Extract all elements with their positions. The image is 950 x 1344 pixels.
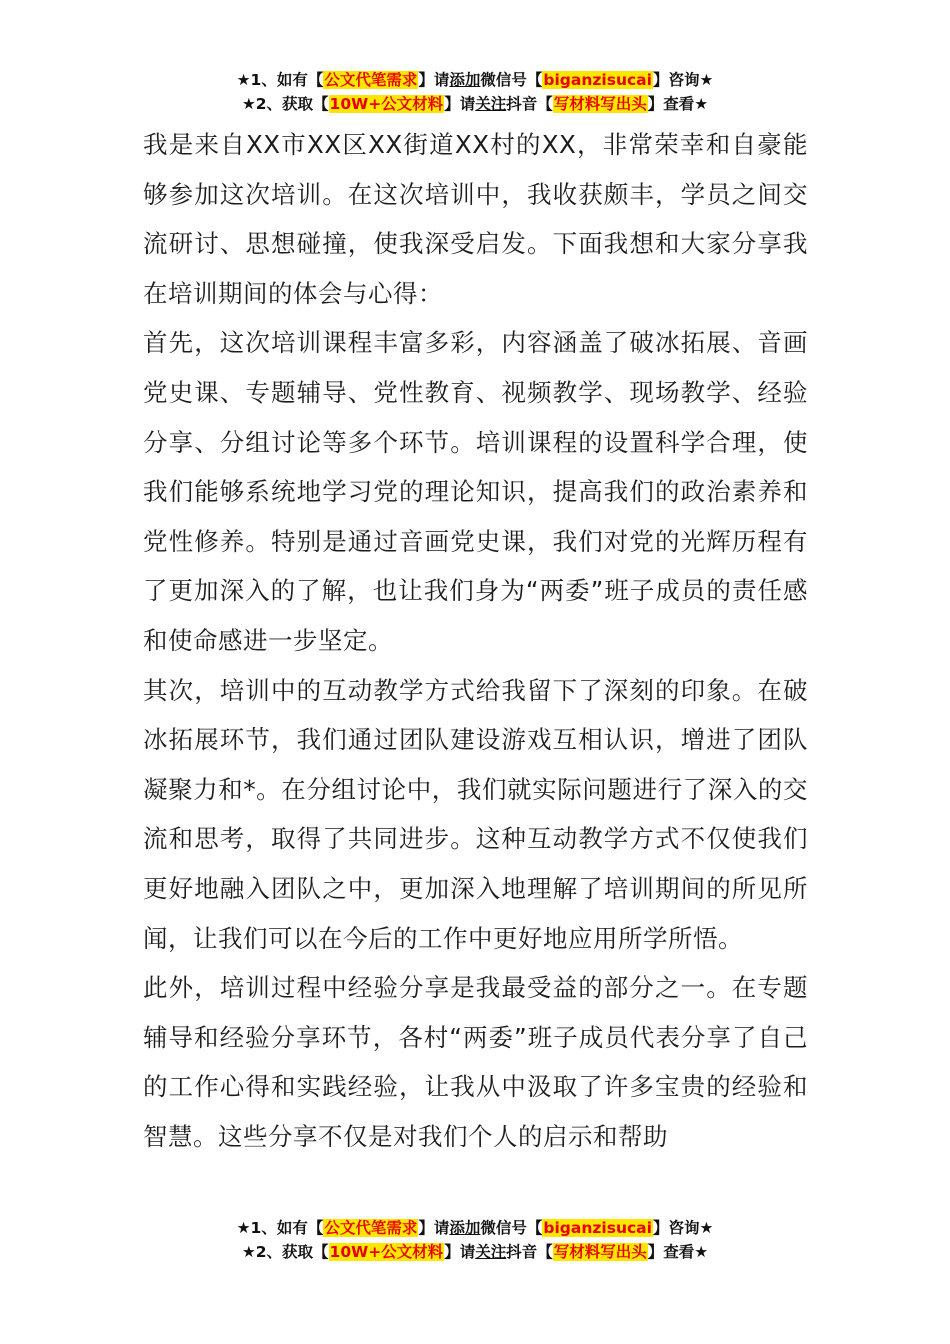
banner-text: 】查看★: [647, 1243, 709, 1261]
document-body: [143, 120, 808, 1161]
paragraph: 首先，这次培训课程丰富多彩，内容涵盖了破冰拓展、音画党史课、专题辅导、党性教育、视频教学、现场教学、经验分享、分组讨论等多个环节。培训课程的设置科学合理，使我们能够系统地学习党的理论知识，提高我们的政治素养和党性修养。特别是通过音画党史课，我们对党的光辉历程有了更加深入的了解，也让我们身为“两委”班子成员的责任感和使命感进一步坚定。: [143, 328, 808, 655]
banner-text: ★2、获取【: [241, 1243, 329, 1261]
banner-line-2: [0, 1240, 950, 1264]
footer-banner: [0, 1216, 950, 1264]
highlight-materials: 10W+公文材料: [329, 1243, 444, 1261]
banner-text: 】请: [418, 1219, 450, 1237]
highlight-douyin-id: 写材料写出头: [553, 95, 647, 113]
highlight-service: 公文代笔需求: [324, 71, 418, 89]
banner-text: 】请: [444, 95, 476, 113]
underlined-text: 添加: [449, 71, 481, 89]
banner-text: 】咨询★: [652, 71, 714, 89]
highlight-service: 公文代笔需求: [324, 1219, 418, 1237]
paragraph: 我是来自XX市XX区XX街道XX村的XX，非常荣幸和自豪能够参加这次培训。在这次培训中，我收获颇丰，学员之间交流研讨、思想碰撞，使我深受启发。下面我想和大家分享我在培训期间的体会与心得：: [143, 130, 808, 308]
banner-text: ★1、如有【: [236, 1219, 324, 1237]
header-banner: [0, 68, 950, 116]
banner-text: ★2、获取【: [241, 95, 329, 113]
banner-text: 微信号【: [480, 71, 543, 89]
underlined-text: 关注: [475, 1243, 507, 1261]
banner-text: 】查看★: [647, 95, 709, 113]
paragraph: 其次，培训中的互动教学方式给我留下了深刻的印象。在破冰拓展环节，我们通过团队建设游戏互相认识，增进了团队凝聚力和*。在分组讨论中，我们就实际问题进行了深入的交流和思考，取得了共同进步。这种互动教学方式不仅使我们更好地融入团队之中，更加深入地理解了培训期间的所见所闻，让我们可以在今后的工作中更好地应用所学所悟。: [143, 675, 808, 953]
banner-line-2: [0, 92, 950, 116]
paragraph: 此外，培训过程中经验分享是我最受益的部分之一。在专题辅导和经验分享环节，各村“两委”班子成员代表分享了自己的工作心得和实践经验，让我从中汲取了许多宝贵的经验和智慧。这些分享不仅是对我们个人的启示和帮助: [143, 973, 808, 1151]
banner-line-1: [0, 68, 950, 92]
highlight-materials: 10W+公文材料: [329, 95, 444, 113]
banner-text: 】请: [418, 71, 450, 89]
banner-text: 】请: [444, 1243, 476, 1261]
banner-text: 抖音【: [506, 95, 553, 113]
underlined-text: 关注: [475, 95, 507, 113]
banner-line-1: [0, 1216, 950, 1240]
banner-text: 抖音【: [506, 1243, 553, 1261]
banner-text: ★1、如有【: [236, 71, 324, 89]
highlight-wechat-id: biganzisucai: [543, 1219, 652, 1237]
banner-text: 微信号【: [480, 1219, 543, 1237]
highlight-wechat-id: biganzisucai: [543, 71, 652, 89]
banner-text: 】咨询★: [652, 1219, 714, 1237]
highlight-douyin-id: 写材料写出头: [553, 1243, 647, 1261]
underlined-text: 添加: [449, 1219, 481, 1237]
